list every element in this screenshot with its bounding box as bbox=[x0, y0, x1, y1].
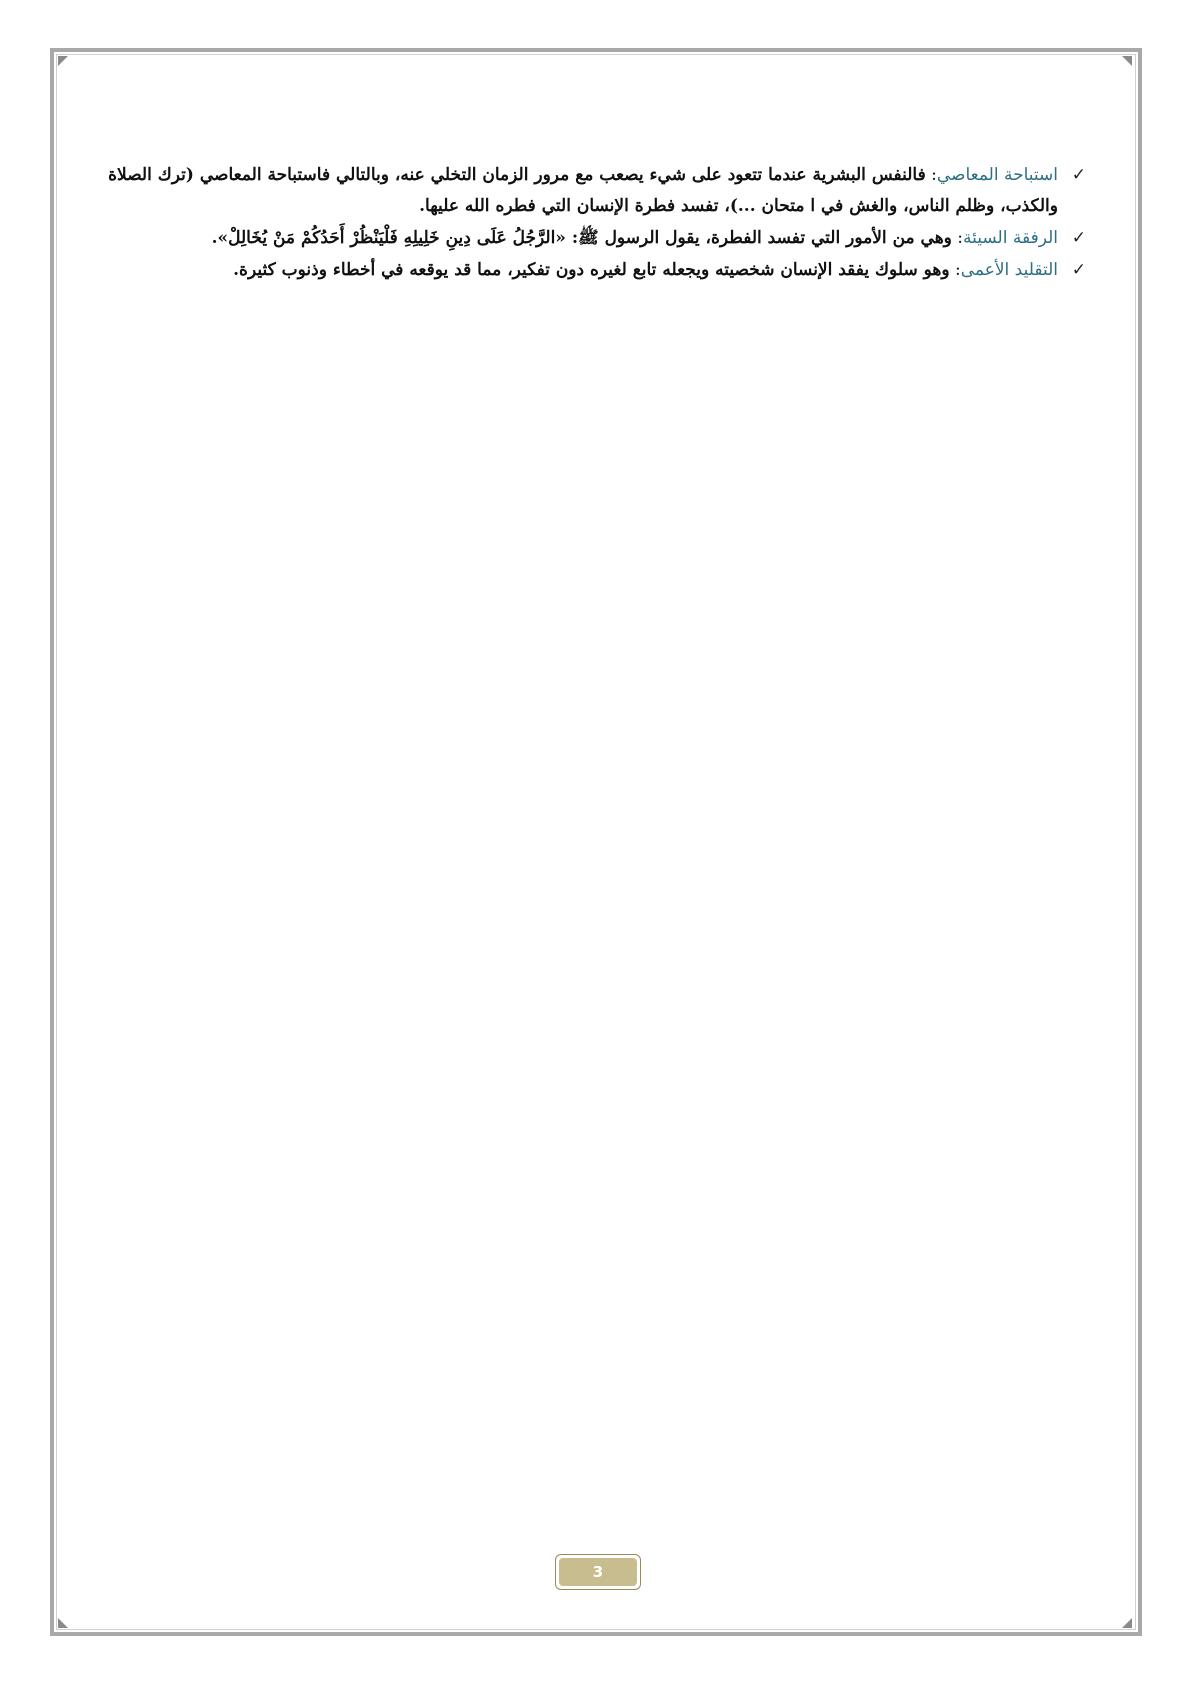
page-frame-inner bbox=[56, 54, 1136, 1630]
item-term: الرفقة السيئة bbox=[963, 228, 1058, 248]
item-text: وهو سلوك يفقد الإنسان شخصيته ويجعله تابع لغيره دون تفكير، مما قد يوقعه في أخطاء وذنوب كثيرة. bbox=[233, 260, 950, 280]
page-number: 3 bbox=[559, 1558, 637, 1586]
checkmark-icon: ✓ bbox=[1071, 165, 1086, 185]
item-term: استباحة المعاصي bbox=[936, 165, 1058, 185]
item-term: التقليد الأعمى bbox=[960, 260, 1058, 280]
page-number-badge bbox=[555, 1554, 641, 1590]
item-separator: : bbox=[925, 165, 937, 185]
frame-corner-ornament bbox=[1122, 56, 1132, 66]
item-text: فالنفس البشرية عندما تتعود على شيء يصعب مع مرور الزمان التخلي عنه، وبالتالي فاستباحة المعاصي (ترك الصلاة والكذب، وظلم الناس، والغش في ا متحان ...)، تفسد فطرة الإنسان التي فطره الله عليها. bbox=[108, 165, 1058, 216]
list-item bbox=[70, 160, 1088, 222]
frame-corner-ornament bbox=[58, 56, 68, 66]
item-text: وهي من الأمور التي تفسد الفطرة، يقول الرسول ﷺ: «الرَّجُلُ عَلَى دِينِ خَلِيلِهِ فَلْيَنْظُرْ أَحَدُكُمْ مَنْ يُخَالِلْ». bbox=[211, 228, 952, 248]
list-item bbox=[70, 223, 1088, 254]
document-body bbox=[70, 160, 1088, 287]
item-separator: : bbox=[951, 228, 964, 248]
list-item bbox=[70, 255, 1088, 286]
checkmark-icon: ✓ bbox=[1071, 228, 1086, 248]
checkmark-icon: ✓ bbox=[1071, 260, 1086, 280]
item-separator: : bbox=[949, 260, 961, 280]
frame-corner-ornament bbox=[58, 1618, 68, 1628]
frame-corner-ornament bbox=[1122, 1618, 1132, 1628]
